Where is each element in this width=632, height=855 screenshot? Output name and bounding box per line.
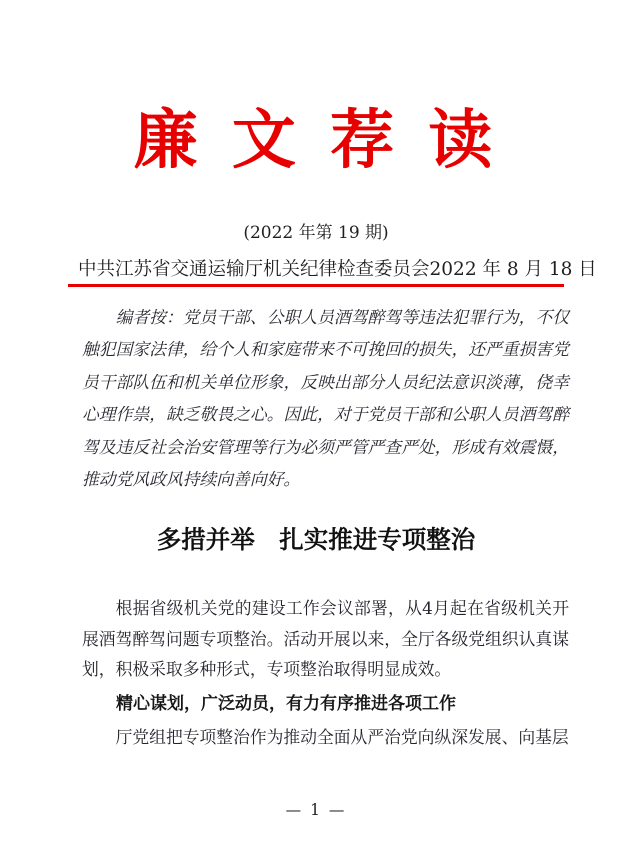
article-paragraph-2: 厅党组把专项整治作为推动全面从严治党向纵深发展、向基层	[115, 727, 569, 747]
article-paragraph-1: 根据省级机关党的建设工作会议部署，从4月起在省级机关开展酒驾醉驾问题专项整治。活动开展以来，全厅各级党组织认真谋划，积极采取多种形式，专项整治取得明显成效。	[82, 598, 569, 679]
publish-date: 2022 年 8 月 18 日	[429, 259, 597, 280]
publisher-name: 中共江苏省交通运输厅机关纪律检查委员会	[78, 259, 430, 280]
article-heading: 多措并举 扎实推进专项整治	[156, 525, 476, 554]
issue-number: (2022 年第 19 期)	[243, 223, 389, 243]
publisher-row	[78, 257, 597, 283]
header-rule	[68, 284, 564, 287]
editor-note: 编者按：党员干部、公职人员酒驾醉驾等违法犯罪行为，不仅触犯国家法律，给个人和家庭带来不可挽回的损失，还严重损害党员干部队伍和机关单位形象，反映出部分人员纪法意识淡薄，侥幸心理作祟，缺乏敬畏之心。因此，对于党员干部和公职人员酒驾醉驾及违反社会治安管理等行为必须严管严查严处，形成有效震慑，推动党风政风持续向善向好。	[82, 307, 569, 490]
document-title: 廉 文 荐 读	[133, 103, 499, 178]
page-number-footer: — 1 —	[285, 801, 347, 819]
article-subhead: 精心谋划，广泛动员，有力有序推进各项工作	[116, 694, 456, 714]
